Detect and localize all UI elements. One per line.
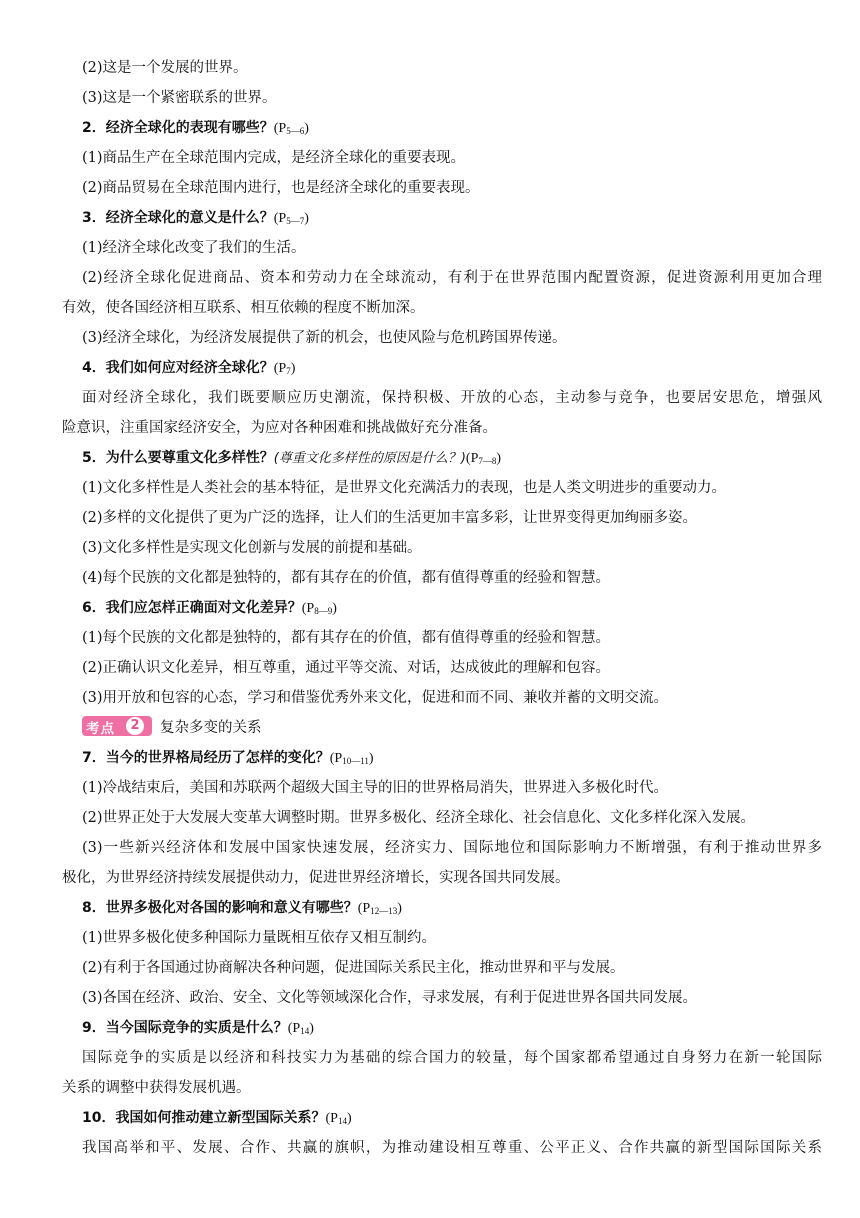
question-heading: 10．我国如何推动建立新型国际关系？$(P_{14})$ (82, 1110, 352, 1126)
answer-line: (3)经济全球化，为经济发展提供了新的机会，也使风险与危机跨国界传递。 (82, 330, 567, 346)
answer-line: (3)用开放和包容的心态，学习和借鉴优秀外来文化，促进和而不同、兼收并蓄的文明交流。 (82, 690, 669, 706)
question-heading: 9．当今国际竞争的实质是什么？$(P_{14})$ (82, 1020, 314, 1036)
answer-line: (2)商品贸易在全球范围内进行，也是经济全球化的重要表现。 (82, 180, 480, 196)
answer-line: (2)这是一个发展的世界。 (82, 60, 248, 76)
answer-line: 我国高举和平、发展、合作、共赢的旗帜，为推动建设相互尊重、公平正义、合作共赢的新型国际国际关系 (82, 1140, 822, 1156)
answer-line: (1)每个民族的文化都是独特的，都有其存在的价值，都有值得尊重的经验和智慧。 (82, 630, 611, 646)
question-heading: 5．为什么要尊重文化多样性？(尊重文化多样性的原因是什么？)$(P_{7—8})$ (82, 450, 502, 466)
answer-line: 面对经济全球化，我们既要顺应历史潮流，保持积极、开放的心态，主动参与竞争，也要居安思危，增强风 (82, 390, 822, 406)
answer-line: 险意识，注重国家经济安全，为应对各种困难和挑战做好充分准备。 (62, 420, 497, 436)
answer-line: (3)文化多样性是实现文化创新与发展的前提和基础。 (82, 540, 422, 556)
answer-line: (3)一些新兴经济体和发展中国家快速发展，经济实力、国际地位和国际影响力不断增强，有利于推动世界多 (82, 840, 822, 856)
badge-number: 2 (126, 717, 144, 735)
answer-line: (4)每个民族的文化都是独特的，都有其存在的价值，都有值得尊重的经验和智慧。 (82, 570, 611, 586)
answer-line: (2)正确认识文化差异，相互尊重，通过平等交流、对话，达成彼此的理解和包容。 (82, 660, 611, 676)
badge-label: 考点 (86, 721, 115, 737)
answer-line: (1)冷战结束后，美国和苏联两个超级大国主导的旧的世界格局消失，世界进入多极化时代。 (82, 780, 669, 796)
section-title: 复杂多变的关系 (160, 720, 262, 736)
answer-line: (2)世界正处于大发展大变革大调整时期。世界多极化、经济全球化、社会信息化、文化多样化深入发展。 (82, 810, 756, 826)
question-heading: 7．当今的世界格局经历了怎样的变化？$(P_{10—11})$ (82, 750, 374, 766)
answer-line: (1)文化多样性是人类社会的基本特征，是世界文化充满活力的表现，也是人类文明进步的重要动力。 (82, 480, 727, 496)
answer-line: (2)经济全球化促进商品、资本和劳动力在全球流动，有利于在世界范围内配置资源，促进资源利用更加合理 (82, 270, 822, 286)
answer-line: 关系的调整中获得发展机遇。 (62, 1080, 251, 1096)
section-badge (82, 716, 152, 736)
answer-line: (2)多样的文化提供了更为广泛的选择，让人们的生活更加丰富多彩，让世界变得更加绚丽多姿。 (82, 510, 698, 526)
answer-line: 国际竞争的实质是以经济和科技实力为基础的综合国力的较量，每个国家都希望通过自身努力在新一轮国际 (82, 1050, 822, 1066)
answer-line: (3)各国在经济、政治、安全、文化等领域深化合作，寻求发展，有利于促进世界各国共同发展。 (82, 990, 698, 1006)
question-heading: 2．经济全球化的表现有哪些？$(P_{5—6})$ (82, 120, 309, 136)
answer-line: 极化，为世界经济持续发展提供动力，促进世界经济增长，实现各国共同发展。 (62, 870, 570, 886)
question-heading: 3．经济全球化的意义是什么？$(P_{5—7})$ (82, 210, 309, 226)
question-heading: 8．世界多极化对各国的影响和意义有哪些？$(P_{12—13})$ (82, 900, 402, 916)
answer-line: (3)这是一个紧密联系的世界。 (82, 90, 277, 106)
answer-line: (1)经济全球化改变了我们的生活。 (82, 240, 306, 256)
answer-line: (1)世界多极化使多种国际力量既相互依存又相互制约。 (82, 930, 437, 946)
question-heading: 4．我们如何应对经济全球化？$(P_7)$ (82, 360, 296, 376)
answer-line: (1)商品生产在全球范围内完成，是经济全球化的重要表现。 (82, 150, 466, 166)
answer-line: 有效，使各国经济相互联系、相互依赖的程度不断加深。 (62, 300, 425, 316)
question-heading: 6．我们应怎样正确面对文化差异？$(P_{8—9})$ (82, 600, 337, 616)
answer-line: (2)有利于各国通过协商解决各种问题，促进国际关系民主化，推动世界和平与发展。 (82, 960, 625, 976)
